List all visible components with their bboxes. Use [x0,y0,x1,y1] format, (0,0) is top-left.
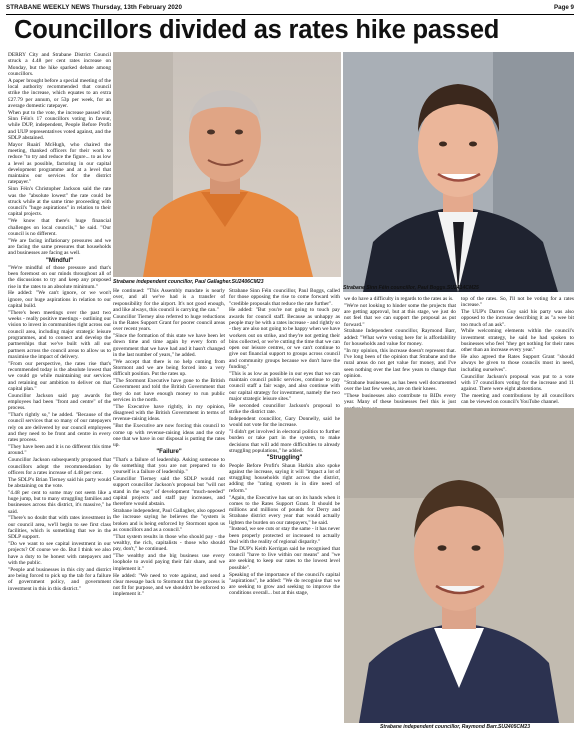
paragraph: When put to the vote, the increase passed with Sinn Féin's 17 councillors voting in favour, while DUP, independent, People Before Profit and UUP representatives voted against, and the SDLP abstained. [8,109,111,141]
paragraph: He continued: "This Assembly mandate is nearly over, and all we've had is a transfer of responsibility for the airport. It's not good enough, and like always, this council is carrying the can." [113,288,225,313]
page-number: Page 9 [554,4,574,11]
paragraph: "We know that there's huge financial challenges on local councils," he said. "Our council is no different. [8,218,111,237]
paragraph: "Since the formation of this state we have been let down time and time again by every form of government that we have had and it hasn't changed in the last number of years," he added. [113,333,225,358]
subheading: "Failure" [156,449,182,456]
paragraph: "That system results in those who should pay - the wealthy, the rich, capitalists - those who should pay, don't," he continued. [113,533,225,553]
photo-raymond-barr [344,408,574,723]
paragraph: The SDLP's Brian Tierney said his party would be abstaining on the vote. [8,476,111,489]
paragraph: "The Executive have rightly, in my opinion, disagreed with the British Government in terms of revenue-raising ideas. [113,403,225,423]
portrait-image [113,52,341,277]
paragraph: "But the Executive are now forcing this council to come up with revenue-raising ideas and the only one that we have in our disposal is putting the rates up. [113,423,225,449]
caption-photo-3: Strabane independent councillor, Raymond Barr.SU2405CM23 [380,724,531,730]
paragraph: Strabane Sinn Féin councillor, Paul Boggs, called for those opposing the rise to come forward with "credible proposals that reduce the rate further". [229,288,340,307]
paragraph: He seconded councillor Jackson's proposal to strike the district rate. [229,402,340,416]
paragraph: He also agreed the Rates Support Grant "should always be given to those councils most in need, including ourselves". [461,354,574,373]
paragraph: "There's been meetings over the past two weeks - really positive meetings - outlining our vision to invest in communities right across our council area, including major strategic leisure programmes, and to connect and develop the partnerships that we've built with all our partners across the council areas to allow us to maximise the impact of delivery. [8,309,111,360]
paragraph: Councillor Tierney said the SDLP would not support councillor Jackson's proposal but "will not stand in the way" of development "much-needed" capital projects and staff pay increases, and therefore would abstain. [113,476,225,508]
paragraph: "They have been and it is no different this time around." [8,444,111,457]
paragraph: While welcoming elements within the council's investment strategy, he said he had spoken to businesses who feel "they get nothing for their rates other than an increase every year." [461,328,574,354]
paragraph: He added: "We can't ignore, or we won't ignore, our huge aspirations in relation to our capital build. [8,290,111,310]
paragraph: Strabane Independent councillor, Raymond Barr, added: "What we're voting here for is affordability for households and value for money. [344,328,456,348]
paragraph: "Again, the Executive has sat on its hands when it comes to the Rates Support Grant. It should be millions and millions of pounds for Derry and Strabane district every year that would actually lighten the burden on our ratepayers," he said. [229,494,340,526]
article-column-5 [461,296,574,410]
article-column-3 [229,288,340,732]
paragraph: "This is as low as possible in our eyes that we can maintain council public services, continue to pay council staff a fair wage, and also continue with our capital strategy for investment, namely the two major strategic leisure sites." [229,370,340,403]
paragraph: "We are facing inflationary pressures and we are facing the same pressures that households and businesses are facing as well. [8,237,111,257]
paragraph: Councillor Jackson said pay awards for employees had been "front and centre" of the process. [8,392,111,412]
article-column-4 [344,296,456,410]
paragraph: "These businesses also contribute to BIDs every year. Many of these businesses feel this is just [344,392,456,406]
paragraph: Sinn Féin's Christopher Jackson said the rate was the "absolute lowest" the rate could be struck while at the same time proceeding with council's "huge aspirations" in relation to their capital projects. [8,186,111,218]
photo-paul-boggs [343,52,574,292]
paragraph: He added: "We need to vote against, and send a clear message back to Stormont that the process is not fit for purpose, and we shouldn't be enforced to implement it." [113,572,225,598]
subheading: "Mindful" [45,257,73,264]
paragraph: "The Stormont Executive have gone to the British Government and told the British Government that they do not have enough money to run public services in the north. [113,378,225,404]
photo-paul-gallagher [113,52,341,277]
caption-photo-1: Strabane independent councillor, Paul Gallagher.SU2406CM23 [113,279,264,285]
paragraph: "Do we want to see capital investment in our projects? Of course we do. But I think we also have a duty to be honest with ratepayers and with the public. [8,541,111,566]
paragraph: "4.48 per cent to some may not seem like a huge jump, but to many struggling families and businesses across this district, it's massive," he said. [8,489,111,515]
paragraph: Speaking of the importance of the council's capital "aspirations", he added: "We do recognise that we are seeking to grow and seeking to improve the conditions overall... but at this stage, [229,571,340,597]
publication-date-line: STRABANE WEEKLY NEWS Thursday, 13th February 2020 [6,4,183,11]
paragraph: "Strabane businesses, as has been well documented over the last few weeks, are on their knees. [344,379,456,393]
paragraph: Councillor Jackson's proposal was put to a vote with 17 councillors voting for the increase and 11 against. There were eight abstentions. [461,373,574,393]
paragraph: "That's a failure of leadership. Asking someone to do something that you are not prepared to do yourself is a failure of leadership." [113,456,225,476]
paragraph: People Before Profit's Shaun Harkin also spoke against the increase, saying it will "impact a lot of struggling households right across the district, adding the "rating system is in dire need of reform." [229,462,340,494]
headline: Councillors divided as rates hike passed [14,16,500,44]
paragraph: A paper brought before a special meeting of the local authority recommended that council strike the increase, which equates to an extra £27.79 per annum, or 53p per week, for an average domestic ratepayer. [8,77,111,109]
paragraph: "I didn't get involved in electoral politics to further burden or take part in the system, to make decisions that will add more difficulties to already struggling populations," he added. [229,429,340,454]
paragraph: "There's no doubt that with rates investment in our council area, we'll begin to see first class facilities, which is something that we in the SDLP support. [8,515,111,541]
article-column-2 [113,288,225,732]
paragraph: He added: "But you're not going to touch pay awards for council staff. Because as unhappy as people may be with a rates increase - and rightly so - they are also not going to be happy when we have workers out on strike, and they're not getting their bins collected, or we're cutting the time that we can open our leisure centres, or we can't continue to give out financial support to groups across council and community groups because we don't have the funding." [229,307,340,371]
caption-photo-2: Strabane Sinn Féin councillor, Paul Boggs.SU2414CM25 [343,285,479,291]
paragraph: "That's rightly so," he added. "Because of the council services that so many of our ratepayers rely on are delivered by our council employees and they need to be front and centre in every rates process. [8,412,111,444]
paragraph: Councillor Tierney also referred to huge reductions in the Rates Support Grant for poorer council areas over recent years. [113,313,225,333]
portrait-image [344,408,574,723]
paragraph: Independent councillor, Gary Donnelly, said he would not vote for the increase. [229,415,340,429]
paragraph: "In my opinion, this increase doesn't represent that. I've long been of the opinion that Strabane and the rural areas do not get value for money, and I've seen nothing over the last few years to change that opinion. [344,347,456,380]
paragraph: we do have a difficulty in regards to the rates as is. [344,296,454,302]
paragraph: "From our perspective, the rates rise that's recommended today is the absolute lowest that we could go while maintaining our services and retaining our ambition to deliver on that capital plan." [8,360,111,392]
paragraph: "Instead, we see cuts or stay the same - it has never been properly protected or increased to actually deal with the reality of regional disparity." [229,526,340,546]
paragraph: The meeting and contributions by all councillors can be viewed on council's YouTube channel. [461,392,574,406]
portrait-image [343,52,574,292]
article-column-1 [8,52,111,732]
paragraph: Councillor Jackson subsequently proposed that councillors adopt the recommendation by officers for a rates increase of 4.48 per cent. [8,457,111,476]
page-header [6,4,574,15]
paragraph: top of the rates. So, I'll not be voting for a rates increase." [461,296,574,309]
paragraph: DERRY City and Strabane District Council struck a 4.48 per cent rates increase on Monday, but the hike sparked debate among councillors. [8,52,111,77]
paragraph: The DUP's Keith Kerrigan said he recognised that council "have to live within our means" and "we are seeking to keep our rates to the lowest level possible". [229,545,340,571]
paragraph: "The wealthy and the big business use every loophole to avoid paying their fair share, and we implement it." [113,553,225,572]
paragraph: Mayor Ruairí McHugh, who chaired the meeting, thanked officers for their work to reduce "to try and reduce the figure... to as low a level as possible, factoring in our capital development programme and at a level that maintains our services for the district ratepayer." [8,141,111,186]
paragraph: The UUP's Darren Guy said his party was also opposed to the increase describing it as "a wee bit too much of an ask". [461,309,574,328]
paragraph: "We accept that there is no help coming from Stormont and we are being forced into a very difficult position. Put the rates up. [113,358,225,378]
subheading: "Struggling" [266,455,303,462]
paragraph: "We're mindful of those pressure and that's been foremost on our minds throughout all of the discussions to try and keep any proposed rise in the rates to an absolute minimum." [8,264,111,290]
paragraph: "People and businesses in this city and district are being forced to pick up the tab for a failure of government policy, and government investment in this in this district." [8,566,111,592]
paragraph: "We're not looking to hinder some the projects that are getting approval, but at this stage, we just do not feel that we can support the proposal as put forward." [344,302,456,328]
paragraph: Strabane independent, Paul Gallagher, also opposed the increase saying he believes the "system is broken and is being enforced by Stormont upon us as councillors and as a council." [113,508,225,533]
